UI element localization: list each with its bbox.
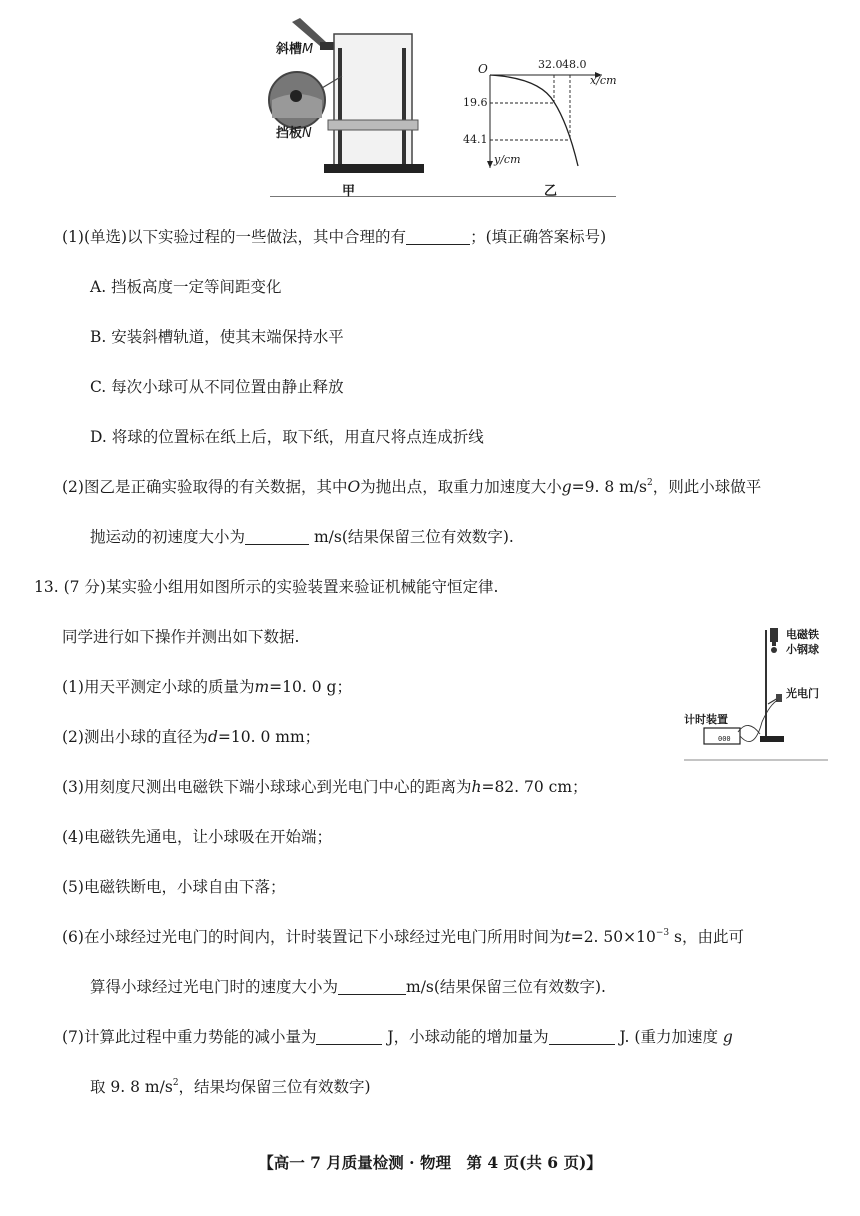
answer-blank-q13-7b[interactable] <box>549 1028 615 1045</box>
q13-step5: (5)电磁铁断电，小球自由下落； <box>62 878 286 896</box>
graph-x-tick-1: 32.0 <box>538 58 563 71</box>
var-t: t <box>564 928 571 946</box>
q13-step7-line2-text: 取 9. 8 m/s <box>90 1078 173 1096</box>
var-O: O <box>347 478 361 496</box>
answer-blank-q13-7a[interactable] <box>316 1028 382 1045</box>
q12-part1-text: (1)(单选)以下实验过程的一些做法，其中合理的有 <box>62 228 407 246</box>
figure-top <box>262 8 622 198</box>
label-board: 挡板 <box>276 126 303 141</box>
q12-part1-suffix: ；(填正确答案标号) <box>470 228 607 246</box>
var-d: d <box>207 728 218 746</box>
var-m: m <box>254 678 270 696</box>
label-magnet: 电磁铁 <box>786 628 819 641</box>
label-board-var: N <box>302 126 312 141</box>
option-d: D. 将球的位置标在纸上后，取下纸，用直尺将点连成折线 <box>90 428 484 446</box>
graph-x-axis-label: x/cm <box>590 74 617 87</box>
var-g-2: g <box>722 1028 733 1046</box>
q13-step6-line2 <box>90 977 606 997</box>
answer-blank-q13-6[interactable] <box>338 978 406 995</box>
q13-step6-suffix: s，由此可 <box>669 928 745 946</box>
q12-part2-line2 <box>90 527 514 547</box>
q12-part2-text-c: =9. 8 m/s <box>571 478 648 496</box>
q12-part1 <box>62 227 606 247</box>
q13-step6-text: (6)在小球经过光电门的时间内，计时装置记下小球经过光电门所用时间为 <box>62 928 565 946</box>
graph-x-tick-2: 48.0 <box>562 58 587 71</box>
q12-part2-sup: 2 <box>647 478 653 488</box>
q13-step6-line2-text: 算得小球经过光电门时的速度大小为 <box>90 978 339 996</box>
q13-step7 <box>62 1027 733 1047</box>
q13-step6-value: =2. 50×10 <box>570 928 656 946</box>
q13-step2 <box>62 727 320 747</box>
q13-step1 <box>62 677 352 697</box>
q13-step4: (4)电磁铁先通电，让小球吸在开始端； <box>62 828 332 846</box>
q13-intro: 同学进行如下操作并测出如下数据. <box>62 628 300 646</box>
q12-part2-text-a: (2)图乙是正确实验取得的有关数据，其中 <box>62 478 348 496</box>
page-footer: 【高一 7 月质量检测 · 物理 第 4 页(共 6 页)】 <box>258 1153 602 1172</box>
q13-step7-line2 <box>90 1077 371 1097</box>
graph-y-tick-1: 19.6 <box>463 96 488 109</box>
q13-title: 13. (7 分)某实验小组用如图所示的实验装置来验证机械能守恒定律. <box>34 578 499 596</box>
q13-step6 <box>62 927 744 947</box>
label-chute: 斜槽 <box>276 42 303 57</box>
q13-step3-value: =82. 70 cm； <box>481 778 588 796</box>
graph-y-axis-label: y/cm <box>494 153 521 166</box>
label-yi: 乙 <box>544 184 558 199</box>
var-h: h <box>471 778 482 796</box>
q13-step7-text-a: (7)计算此过程中重力势能的减小量为 <box>62 1028 317 1046</box>
label-ball: 小钢球 <box>786 643 819 656</box>
q12-part2 <box>62 477 761 497</box>
q13-step7-text-c: J. (重力加速度 <box>614 1028 718 1046</box>
label-chute-var: M <box>302 42 314 57</box>
label-timer: 计时装置 <box>684 713 728 726</box>
label-jia: 甲 <box>342 184 356 199</box>
q13-step1-value: =10. 0 g； <box>269 678 352 696</box>
option-c: C. 每次小球可从不同位置由静止释放 <box>90 378 344 396</box>
q12-part2-text-d: ，则此小球做平 <box>652 478 762 496</box>
option-b: B. 安装斜槽轨道，使其末端保持水平 <box>90 328 344 346</box>
q13-step7-line2-suffix: ，结果均保留三位有效数字) <box>178 1078 371 1096</box>
q13-step6-line2-suffix: m/s(结果保留三位有效数字). <box>406 978 606 996</box>
graph-y-tick-2: 44.1 <box>463 133 488 146</box>
q13-step3 <box>62 777 588 797</box>
var-g: g <box>561 478 572 496</box>
answer-blank-q12-2[interactable] <box>245 528 309 545</box>
q12-part2-text-b: 为抛出点，取重力加速度大小 <box>360 478 562 496</box>
q13-step1-text: (1)用天平测定小球的质量为 <box>62 678 255 696</box>
answer-blank-q12-1[interactable] <box>406 228 470 245</box>
timer-display: 000 <box>718 735 731 743</box>
option-a: A. 挡板高度一定等间距变化 <box>90 278 282 296</box>
figure-q13 <box>684 622 828 762</box>
label-gate: 光电门 <box>786 687 819 700</box>
q12-part2-line2-text: 抛运动的初速度大小为 <box>90 528 246 546</box>
q13-step3-text: (3)用刻度尺测出电磁铁下端小球球心到光电门中心的距离为 <box>62 778 472 796</box>
figure-divider <box>270 196 616 197</box>
q13-step2-value: =10. 0 mm； <box>217 728 321 746</box>
q12-part2-line2-suffix: m/s(结果保留三位有效数字). <box>309 528 514 546</box>
q13-step7-line2-sup: 2 <box>172 1078 179 1088</box>
graph-origin: O <box>478 62 488 76</box>
q13-step6-sup: −3 <box>655 928 670 938</box>
q13-step2-text: (2)测出小球的直径为 <box>62 728 208 746</box>
q13-step7-text-b: J，小球动能的增加量为 <box>382 1028 549 1046</box>
figure-jia-apparatus <box>262 8 432 178</box>
